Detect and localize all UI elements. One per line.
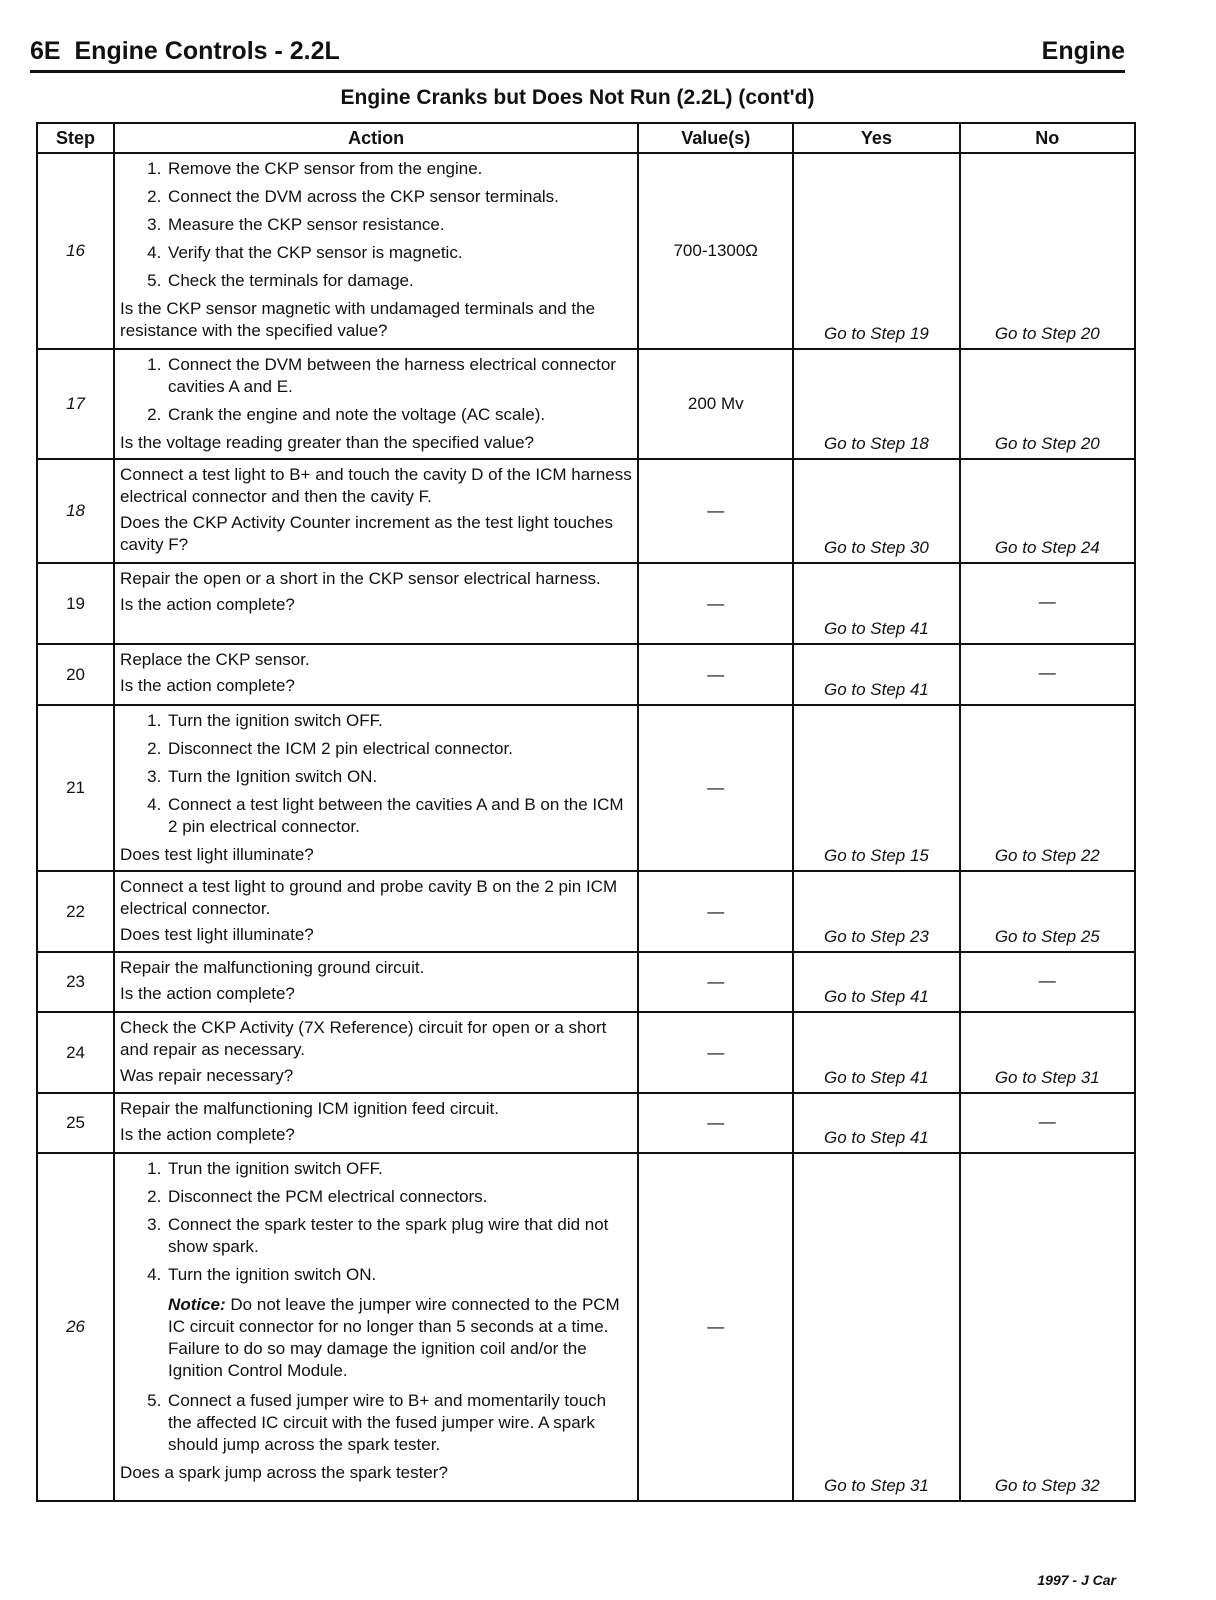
yes-result: Go to Step 18 bbox=[793, 349, 959, 459]
no-result: Go to Step 24 bbox=[960, 459, 1135, 563]
action-cell bbox=[114, 459, 638, 563]
yes-result: Go to Step 15 bbox=[793, 705, 959, 871]
header-values: Value(s) bbox=[638, 123, 793, 153]
notice-block bbox=[168, 1294, 633, 1382]
notice-label: Notice: bbox=[168, 1295, 226, 1314]
action-item: 3. Turn the Ignition switch ON. bbox=[166, 766, 633, 788]
section-number: 6E bbox=[30, 37, 61, 65]
action-list bbox=[120, 158, 633, 292]
yes-result: Go to Step 41 bbox=[793, 644, 959, 705]
action-text: Connect a test light to B+ and touch the cavity D of the ICM harness electrical connector and then the cavity F. bbox=[120, 465, 632, 506]
no-result: Go to Step 22 bbox=[960, 705, 1135, 871]
step-number: 17 bbox=[37, 349, 114, 459]
action-question: Does the CKP Activity Counter increment as the test light touches cavity F? bbox=[120, 513, 613, 554]
step-number: 16 bbox=[37, 153, 114, 349]
value-cell: — bbox=[638, 1093, 793, 1153]
no-result: Go to Step 31 bbox=[960, 1012, 1135, 1093]
section-title: Engine Controls - 2.2L bbox=[74, 37, 340, 65]
action-question: Is the action complete? bbox=[120, 676, 295, 695]
no-result: — bbox=[960, 563, 1135, 644]
action-list bbox=[120, 1158, 633, 1456]
step-number: 25 bbox=[37, 1093, 114, 1153]
page-footer: 1997 - J Car bbox=[1037, 1572, 1116, 1588]
table-row bbox=[37, 563, 1135, 644]
yes-result: Go to Step 41 bbox=[793, 952, 959, 1012]
action-cell bbox=[114, 1093, 638, 1153]
action-text: Connect a test light to ground and probe cavity B on the 2 pin ICM electrical connector. bbox=[120, 877, 618, 918]
step-number: 21 bbox=[37, 705, 114, 871]
action-cell bbox=[114, 1153, 638, 1501]
value-cell: — bbox=[638, 459, 793, 563]
action-question: Is the action complete? bbox=[120, 595, 295, 614]
action-text: Repair the malfunctioning ground circuit. bbox=[120, 958, 425, 977]
yes-result: Go to Step 30 bbox=[793, 459, 959, 563]
yes-result: Go to Step 31 bbox=[793, 1153, 959, 1501]
action-question: Is the action complete? bbox=[120, 1125, 295, 1144]
action-item: 2. Disconnect the PCM electrical connectors. bbox=[166, 1186, 633, 1208]
no-result: — bbox=[960, 644, 1135, 705]
value-cell: — bbox=[638, 563, 793, 644]
action-text: Repair the open or a short in the CKP sensor electrical harness. bbox=[120, 569, 601, 588]
step-number: 22 bbox=[37, 871, 114, 952]
action-item: 3. Connect the spark tester to the spark plug wire that did not show spark. bbox=[166, 1214, 633, 1258]
table-row bbox=[37, 871, 1135, 952]
action-cell bbox=[114, 1012, 638, 1093]
yes-result: Go to Step 41 bbox=[793, 563, 959, 644]
value-cell: 200 Mv bbox=[638, 349, 793, 459]
action-item: 5. Check the terminals for damage. bbox=[166, 270, 633, 292]
action-text: Check the CKP Activity (7X Reference) circuit for open or a short and repair as necessary. bbox=[120, 1018, 607, 1059]
table-row bbox=[37, 1012, 1135, 1093]
action-cell bbox=[114, 563, 638, 644]
action-question: Is the action complete? bbox=[120, 984, 295, 1003]
header-step: Step bbox=[37, 123, 114, 153]
step-number: 18 bbox=[37, 459, 114, 563]
no-result: — bbox=[960, 952, 1135, 1012]
step-number: 19 bbox=[37, 563, 114, 644]
action-item: 2. Connect the DVM across the CKP sensor terminals. bbox=[166, 186, 633, 208]
action-text: Repair the malfunctioning ICM ignition feed circuit. bbox=[120, 1099, 499, 1118]
action-question: Does test light illuminate? bbox=[120, 925, 314, 944]
action-item: 4. Connect a test light between the cavities A and B on the ICM 2 pin electrical connector. bbox=[166, 794, 633, 838]
table-row bbox=[37, 705, 1135, 871]
yes-result: Go to Step 23 bbox=[793, 871, 959, 952]
action-question: Is the CKP sensor magnetic with undamaged terminals and the resistance with the specified value? bbox=[120, 299, 596, 340]
action-cell bbox=[114, 952, 638, 1012]
table-header-row bbox=[37, 123, 1135, 153]
action-text: Replace the CKP sensor. bbox=[120, 650, 310, 669]
header-no: No bbox=[960, 123, 1135, 153]
yes-result: Go to Step 41 bbox=[793, 1012, 959, 1093]
action-item: 2. Disconnect the ICM 2 pin electrical connector. bbox=[166, 738, 633, 760]
action-item-text: 4. Turn the ignition switch ON. bbox=[168, 1265, 377, 1284]
no-result: — bbox=[960, 1093, 1135, 1153]
action-list bbox=[120, 354, 633, 426]
table-title: Engine Cranks but Does Not Run (2.2L) (cont'd) bbox=[340, 86, 815, 109]
value-cell: — bbox=[638, 952, 793, 1012]
value-cell: 700-1300Ω bbox=[638, 153, 793, 349]
step-number: 23 bbox=[37, 952, 114, 1012]
action-item bbox=[166, 1264, 633, 1382]
action-list bbox=[120, 710, 633, 838]
action-question: Does test light illuminate? bbox=[120, 845, 314, 864]
action-question: Is the voltage reading greater than the specified value? bbox=[120, 433, 534, 452]
header-left bbox=[30, 37, 340, 66]
table-row bbox=[37, 952, 1135, 1012]
action-cell bbox=[114, 153, 638, 349]
header-yes: Yes bbox=[793, 123, 959, 153]
no-result: Go to Step 20 bbox=[960, 349, 1135, 459]
table-row bbox=[37, 644, 1135, 705]
value-cell: — bbox=[638, 1153, 793, 1501]
no-result: Go to Step 25 bbox=[960, 871, 1135, 952]
page-header bbox=[30, 38, 1125, 73]
action-item: 2. Crank the engine and note the voltage (AC scale). bbox=[166, 404, 633, 426]
step-number: 26 bbox=[37, 1153, 114, 1501]
notice-text: Do not leave the jumper wire connected to the PCM IC circuit connector for no longer than 5 seconds at a time. Failure to do so may damage the ignition coil and/or the Ignition Control Module. bbox=[168, 1295, 620, 1380]
value-cell: — bbox=[638, 705, 793, 871]
table-row bbox=[37, 459, 1135, 563]
action-item: 1. Connect the DVM between the harness electrical connector cavities A and E. bbox=[166, 354, 633, 398]
diagnostic-table bbox=[36, 122, 1136, 1502]
action-item: 3. Measure the CKP sensor resistance. bbox=[166, 214, 633, 236]
action-item: 1. Remove the CKP sensor from the engine. bbox=[166, 158, 633, 180]
table-row bbox=[37, 1093, 1135, 1153]
step-number: 24 bbox=[37, 1012, 114, 1093]
yes-result: Go to Step 19 bbox=[793, 153, 959, 349]
table-row bbox=[37, 349, 1135, 459]
yes-result: Go to Step 41 bbox=[793, 1093, 959, 1153]
action-question: Was repair necessary? bbox=[120, 1066, 294, 1085]
value-cell: — bbox=[638, 1012, 793, 1093]
action-cell bbox=[114, 349, 638, 459]
step-number: 20 bbox=[37, 644, 114, 705]
value-cell: — bbox=[638, 871, 793, 952]
action-item: 1. Turn the ignition switch OFF. bbox=[166, 710, 633, 732]
action-item: 1. Trun the ignition switch OFF. bbox=[166, 1158, 633, 1180]
table-row bbox=[37, 153, 1135, 349]
no-result: Go to Step 20 bbox=[960, 153, 1135, 349]
header-action: Action bbox=[114, 123, 638, 153]
action-cell bbox=[114, 644, 638, 705]
table-row bbox=[37, 1153, 1135, 1501]
header-right: Engine bbox=[1041, 37, 1125, 65]
action-cell bbox=[114, 871, 638, 952]
action-cell bbox=[114, 705, 638, 871]
action-item: 4. Verify that the CKP sensor is magnetic. bbox=[166, 242, 633, 264]
value-cell: — bbox=[638, 644, 793, 705]
action-question: Does a spark jump across the spark tester? bbox=[120, 1463, 448, 1482]
action-item: 5. Connect a fused jumper wire to B+ and momentarily touch the affected IC circuit with the fused jumper wire. A spark should jump across the spark tester. bbox=[166, 1390, 633, 1456]
no-result: Go to Step 32 bbox=[960, 1153, 1135, 1501]
